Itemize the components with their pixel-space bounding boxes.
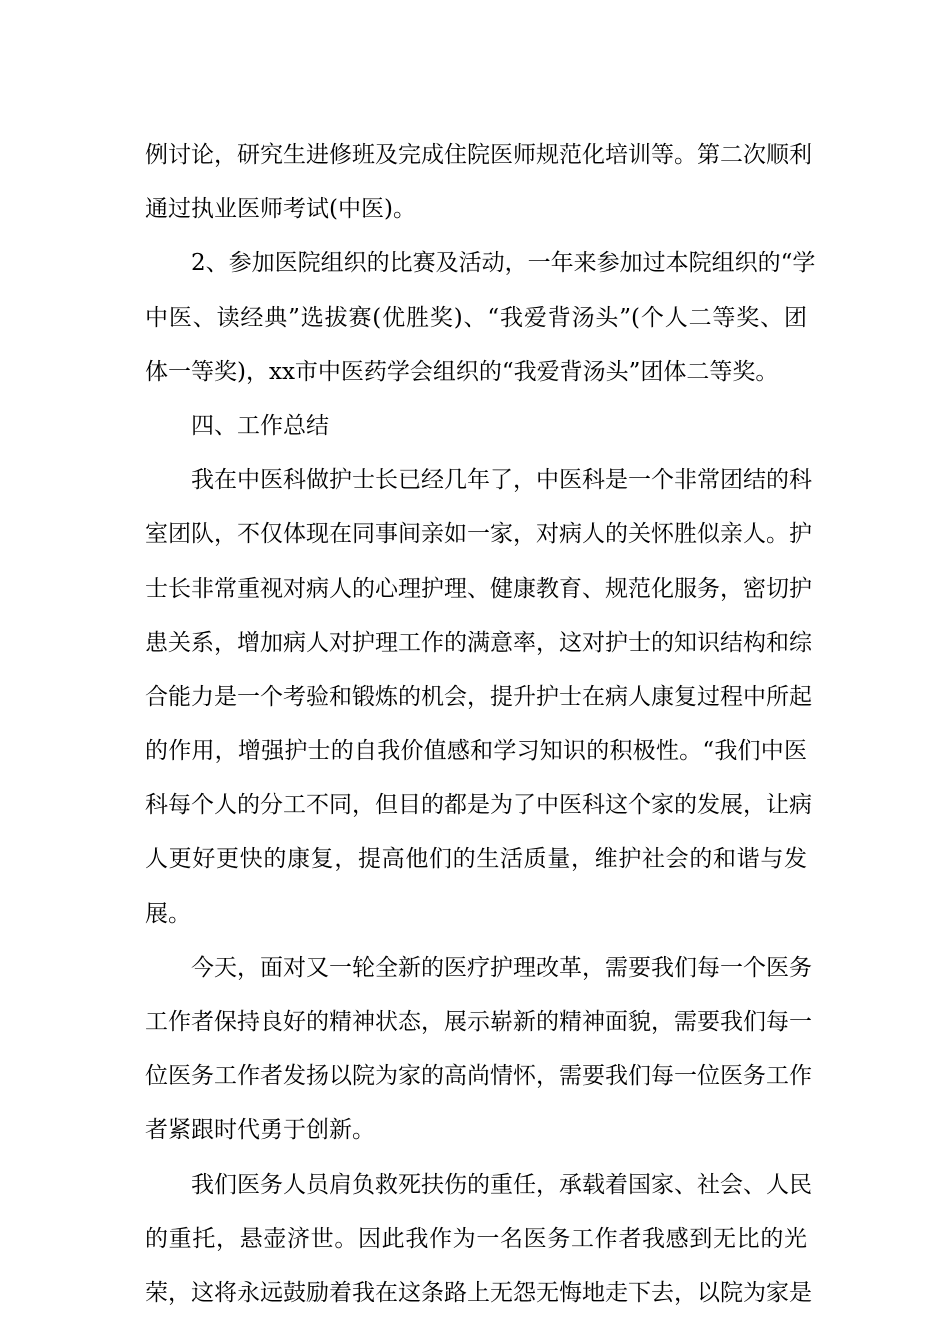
text-line: 展。 xyxy=(145,900,191,927)
text-line: 位医务工作者发扬以院为家的高尚情怀，需要我们每一位医务工作 xyxy=(145,1063,812,1090)
text-line: 我在中医科做护士长已经几年了，中医科是一个非常团结的科 xyxy=(191,467,812,494)
text-line: 体一等奖)，xx市中医药学会组织的“我爱背汤头”团体二等奖。 xyxy=(145,358,779,385)
text-line: 的重托，悬壶济世。因此我作为一名医务工作者我感到无比的光 xyxy=(145,1225,807,1252)
text-line: 者紧跟时代勇于创新。 xyxy=(145,1117,375,1144)
text-line: 中医、读经典”选拔赛(优胜奖)、“我爱背汤头”(个人二等奖、团 xyxy=(145,304,807,331)
text-line: 士长非常重视对病人的心理护理、健康教育、规范化服务，密切护 xyxy=(145,575,812,602)
text-line: 科每个人的分工不同，但目的都是为了中医科这个家的发展，让病 xyxy=(145,792,812,819)
text-line: 通过执业医师考试(中医)。 xyxy=(145,196,416,223)
text-line: 今天，面对又一轮全新的医疗护理改革，需要我们每一个医务 xyxy=(191,954,812,981)
text-line: 室团队，不仅体现在同事间亲如一家，对病人的关怀胜似亲人。护 xyxy=(145,521,812,548)
text-line: 合能力是一个考验和锻炼的机会，提升护士在病人康复过程中所起 xyxy=(145,683,812,710)
text-line: 荣，这将永远鼓励着我在这条路上无怨无悔地走下去，以院为家是 xyxy=(145,1279,812,1306)
text-line: 工作者保持良好的精神状态，展示崭新的精神面貌，需要我们每一 xyxy=(145,1009,812,1035)
text-line: 我们医务人员肩负救死扶伤的重任，承载着国家、社会、人民 xyxy=(191,1171,812,1198)
text-line: 例讨论，研究生进修班及完成住院医师规范化培训等。第二次顺利 xyxy=(145,142,812,168)
text-line: 患关系，增加病人对护理工作的满意率，这对护士的知识结构和综 xyxy=(145,629,812,656)
text-line: 四、工作总结 xyxy=(191,412,329,439)
text-line: 2、参加医院组织的比赛及活动，一年来参加过本院组织的“学 xyxy=(191,250,816,277)
document-body xyxy=(145,128,816,1320)
text-line: 人更好更快的康复，提高他们的生活质量，维护社会的和谐与发 xyxy=(145,846,807,873)
text-line: 的作用，增强护士的自我价值感和学习知识的积极性。“我们中医 xyxy=(145,738,807,765)
